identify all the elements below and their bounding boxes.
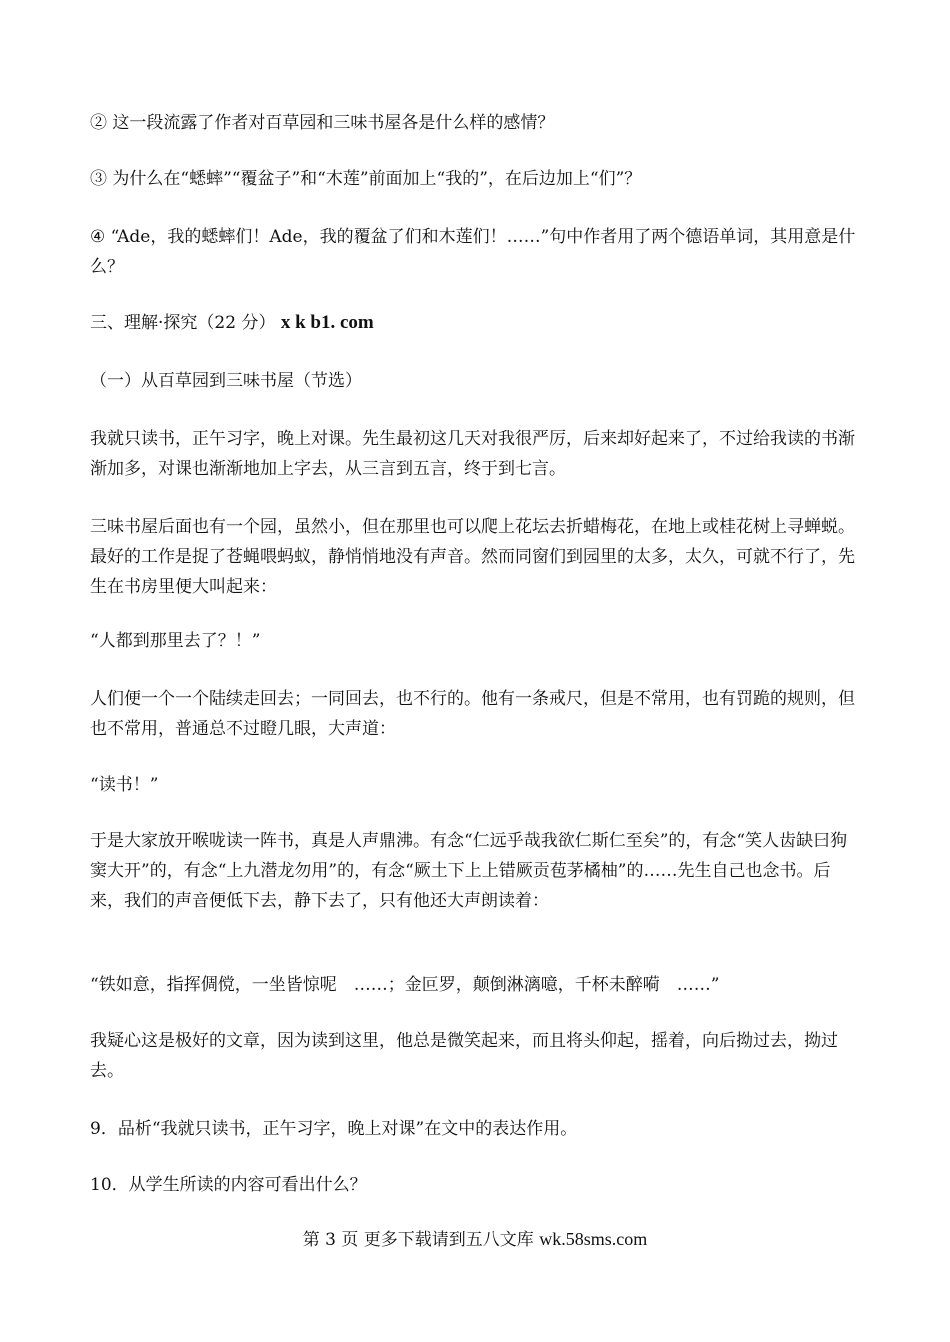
- question-2: ② 这一段流露了作者对百草园和三味书屋各是什么样的感情？: [90, 113, 555, 133]
- section-heading: [90, 308, 862, 338]
- passage-paragraph-6: 于是大家放开喉咙读一阵书，真是人声鼎沸。有念“仁远乎哉我欲仁斯仁至矣”的，有念“笑人齿缺曰狗窦大开”的，有念“上九潜龙勿用”的，有念“厥土下上上错厥贡苞茅橘柚”的……先生自己也念书。后来，我们的声音便低下去，静下去了，只有他还大声朗读着：: [90, 831, 848, 911]
- passage-paragraph-3: “人都到那里去了？！”: [90, 631, 261, 651]
- page-footer: [0, 1226, 950, 1253]
- passage-paragraph-8: 我疑心这是极好的文章，因为读到这里，他总是微笑起来，而且将头仰起，摇着，向后拗过去，拗过去。: [90, 1031, 838, 1081]
- question-3: ③ 为什么在“蟋蟀”“覆盆子”和“木莲”前面加上“我的”，在后边加上“们”？: [90, 169, 642, 189]
- passage-paragraph-7: “铁如意，指挥倜傥，一坐皆惊呢 ……；金叵罗，颠倒淋漓噫，千杯未醉嗬 ……”: [90, 975, 720, 995]
- question-4: ④ “Ade，我的蟋蟀们！Ade，我的覆盆了们和木莲们！……”句中作者用了两个德语单词，其用意是什么？: [90, 227, 856, 277]
- question-9: 9．品析“我就只读书，正午习字，晚上对课”在文中的表达作用。: [90, 1119, 578, 1139]
- question-10: 10．从学生所读的内容可看出什么？: [90, 1175, 367, 1195]
- section-title: 三、理解·探究（22 分）: [90, 313, 276, 333]
- passage-paragraph-4: 人们便一个一个陆续走回去；一同回去，也不行的。他有一条戒尺，但是不常用，也有罚跪的规则，但也不常用，普通总不过瞪几眼，大声道：: [90, 689, 855, 739]
- footer-text: 第 3 页 更多下载请到五八文库: [302, 1230, 540, 1250]
- watermark-text: x k b1. com: [280, 312, 374, 333]
- passage-paragraph-1: 我就只读书，正午习字，晚上对课。先生最初这几天对我很严厉，后来却好起来了，不过给我读的书渐渐加多，对课也渐渐地加上字去，从三言到五言，终于到七言。: [90, 429, 855, 479]
- passage-paragraph-2: 三味书屋后面也有一个园，虽然小，但在那里也可以爬上花坛去折蜡梅花，在地上或桂花树上寻蝉蜕。最好的工作是捉了苍蝇喂蚂蚁，静悄悄地没有声音。然而同窗们到园里的太多，太久，可就不行了，先生在书房里便大叫起来：: [90, 517, 855, 597]
- footer-url: wk.58sms.com: [539, 1229, 648, 1249]
- passage-paragraph-5: “读书！”: [90, 775, 159, 795]
- section-subtitle: （一）从百草园到三味书屋（节选）: [90, 371, 362, 391]
